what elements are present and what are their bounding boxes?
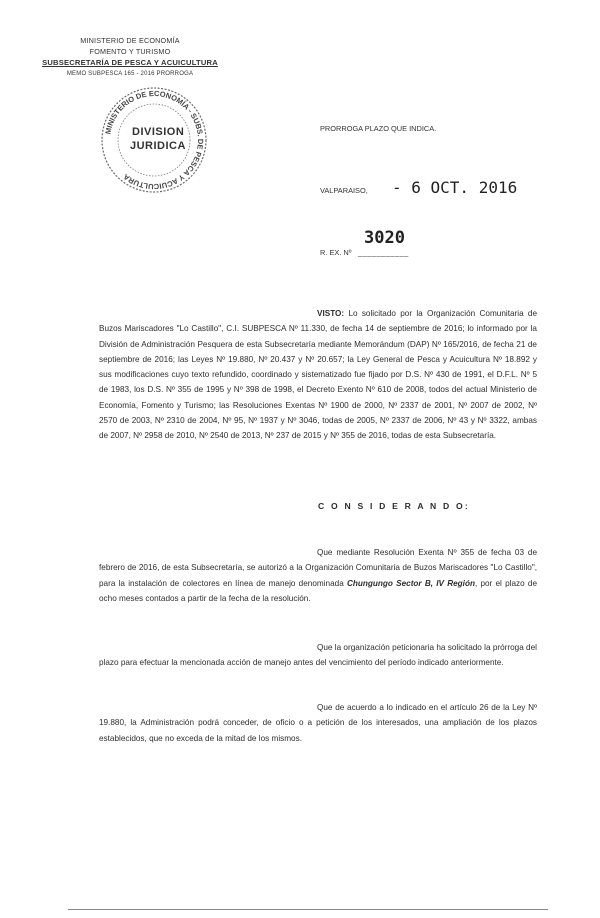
resolution-label: R. EX. Nº [320,248,352,257]
visto-paragraph [99,306,537,444]
header-memo-ref: MEMO SUBPESCA 165 - 2016 PRORROGA [66,71,194,77]
stamp-juridica: JURIDICA [130,140,186,152]
header-fomento: FOMENTO Y TURISMO [89,47,171,56]
division-juridica-stamp [98,84,210,196]
document-subject: PRORROGA PLAZO QUE INDICA. [320,124,437,133]
place-label: VALPARAISO, [320,186,368,195]
p1-text-start: Que mediante Resolución Exenta Nº 355 de fecha 03 de febrero de 2016, de esta Subsecretaría, se autorizó a la Organización Comunitaria de Buzos Mariscadores "Lo Castillo", para la instalación de colectores en línea de manejo denominada [99,548,537,588]
visto-label: VISTO: [317,309,345,318]
header-subsecretaria: SUBSECRETARÍA DE PESCA Y ACUICULTURA [42,58,218,67]
header-ministry: MINISTERIO DE ECONOMÍA [80,36,180,45]
p1-text-end: , por el plazo de ocho meses contados a partir de la fecha de la resolución. [99,578,538,603]
resolution-number: 3020 [364,228,405,248]
resolution-blank-line: ___________ [358,248,409,257]
stamp-division: DIVISION [132,126,185,138]
considerando-heading: C O N S I D E R A N D O: [318,501,470,511]
stamp-ring-text: MINISTERIO DE ECONOMÍA - SUBS. DE PESCA Y ACUICULTURA [103,88,206,192]
footer-rule [68,909,548,910]
considerando-paragraph-1 [99,545,537,606]
considerando-paragraph-3: Que de acuerdo a lo indicado en el artículo 26 de la Ley Nº 19.880, la Administración podrá conceder, de oficio o a petición de los interesados, una ampliación de los plazos establecidos, que no exceda de la mitad de los mismos. [99,703,537,743]
p1-emphasis: Chungungo Sector B, IV Región [346,578,475,588]
date-stamp: - 6 OCT. 2016 [392,178,518,197]
considerando-paragraph-2: Que la organización peticionaria ha solicitado la prórroga del plazo para efectuar la mencionada acción de manejo antes del vencimiento del período indicado anteriormente. [99,643,537,668]
visto-text: Lo solicitado por la Organización Comunitaria de Buzos Mariscadores "Lo Castillo", C.I. SUBPESCA Nº 11.330, de fecha 14 de septiembre de 2016; lo informado por la División de Administración Pesquera de esta Subsecretaría mediante Memorándum (DAP) Nº 165/2016, de fecha 21 de septiembre de 2016; las Leyes Nº 19.880, Nº 20.437 y Nº 20.657; la Ley General de Pesca y Acuicultura Nº 18.892 y sus modificaciones cuyo texto refundido, coordinado y sistematizado fue fijado por D.S. Nº 430 de 1991, el D.F.L. Nº 5 de 1983, los D.S. Nº 355 de 1995 y Nº 398 de 1998, el Decreto Exento Nº 610 de 2008, todos del actual Ministerio de Economía, Fomento y Turismo; las Resoluciones Exentas Nº 1900 de 2000, Nº 2337 de 2001, Nº 2007 de 2002, Nº 2570 de 2003, Nº 2310 de 2004, Nº 95, Nº 1937 y Nº 3046, todas de 2005, Nº 2337 de 2006, Nº 43 y Nº 3322, ambas de 2007, Nº 2958 de 2010, Nº 2540 de 2013, Nº 237 de 2015 y Nº 355 de 2016, todas de esta Subsecretaría. [99,309,537,441]
